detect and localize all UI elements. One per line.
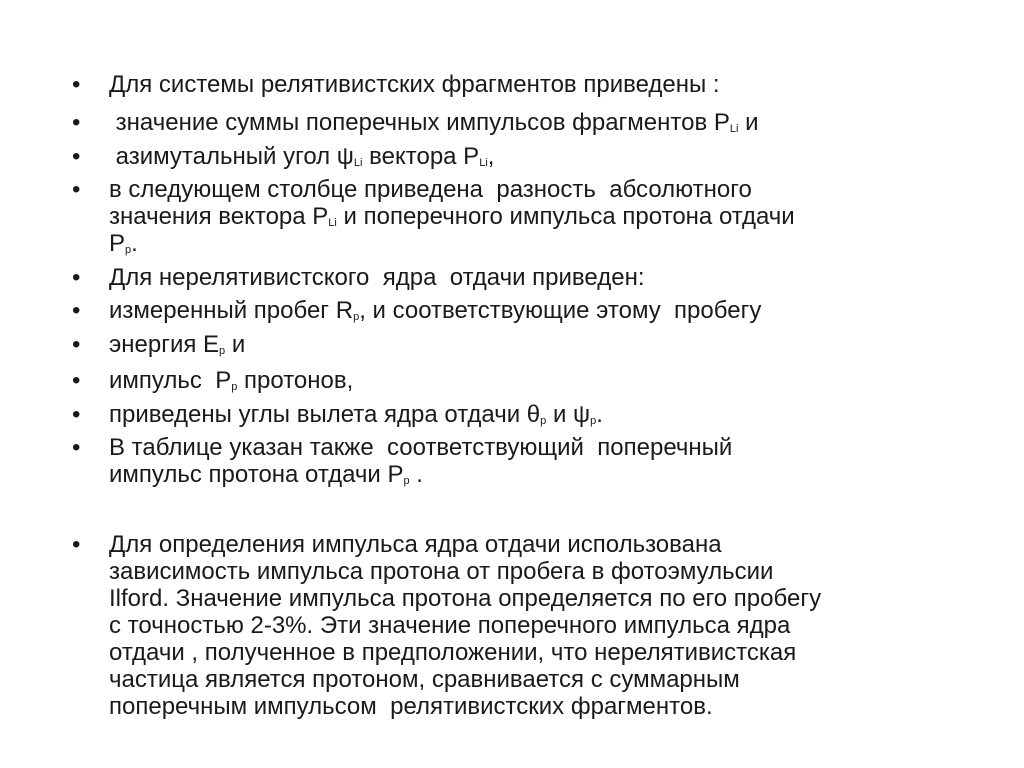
subscript: p	[540, 415, 547, 427]
bullet-text: в следующем столбце приведена разность абсолютного значения вектора PLi и поперечного импульса протона отдачи Pp.	[109, 176, 795, 257]
bullet-marker: •	[72, 176, 81, 203]
bullet-marker: •	[72, 331, 81, 358]
bullet-text: В таблице указан также соответствующий поперечный импульс протона отдачи Pp .	[109, 434, 733, 488]
bullet-text: Для определения импульса ядра отдачи использована зависимость импульса протона от пробега в фотоэмульсии Ilford. Значение импульса протона определяется по его пробегу с точностью 2-3%. Эти значение поперечного импульса ядра отдачи , полученное в предположении, что нерелятивистская частица является протоном, сравнивается с суммарным поперечным импульсом релятивистских фрагментов.	[109, 531, 822, 720]
subscript: Li	[729, 123, 739, 135]
bullet-text: измеренный пробег Rp, и соответствующие этому пробегу	[109, 297, 762, 324]
bullet-text: приведены углы вылета ядра отдачи θp и ψp.	[109, 401, 603, 428]
subscript: p	[125, 244, 132, 256]
bullet-marker: •	[72, 434, 81, 461]
bullet-marker: •	[72, 143, 81, 170]
bullet-marker: •	[72, 71, 81, 98]
bullet-marker: •	[72, 264, 81, 291]
bullet-text: Для нерелятивистского ядра отдачи приведен:	[109, 264, 645, 291]
subscript: p	[353, 311, 360, 323]
subscript: Li	[353, 157, 363, 169]
bullet-text: значение суммы поперечных импульсов фрагментов PLi и	[109, 109, 759, 136]
subscript: p	[231, 381, 238, 393]
bullet-text: азимутальный угол ψLi вектора PLi,	[109, 143, 495, 170]
bullet-text: импульс Pp протонов,	[109, 367, 354, 394]
bullet-marker: •	[72, 367, 81, 394]
bullet-text: энергия Ep и	[109, 331, 246, 358]
subscript: Li	[328, 217, 337, 229]
subscript: Li	[479, 157, 488, 169]
bullet-text: Для системы релятивистских фрагментов приведены :	[109, 71, 720, 98]
bullet-marker: •	[72, 109, 81, 136]
subscript: p	[403, 475, 410, 487]
subscript: p	[219, 345, 226, 357]
subscript: p	[590, 415, 597, 427]
bullet-marker: •	[72, 297, 81, 324]
bullet-marker: •	[72, 531, 81, 558]
bullet-marker: •	[72, 401, 81, 428]
